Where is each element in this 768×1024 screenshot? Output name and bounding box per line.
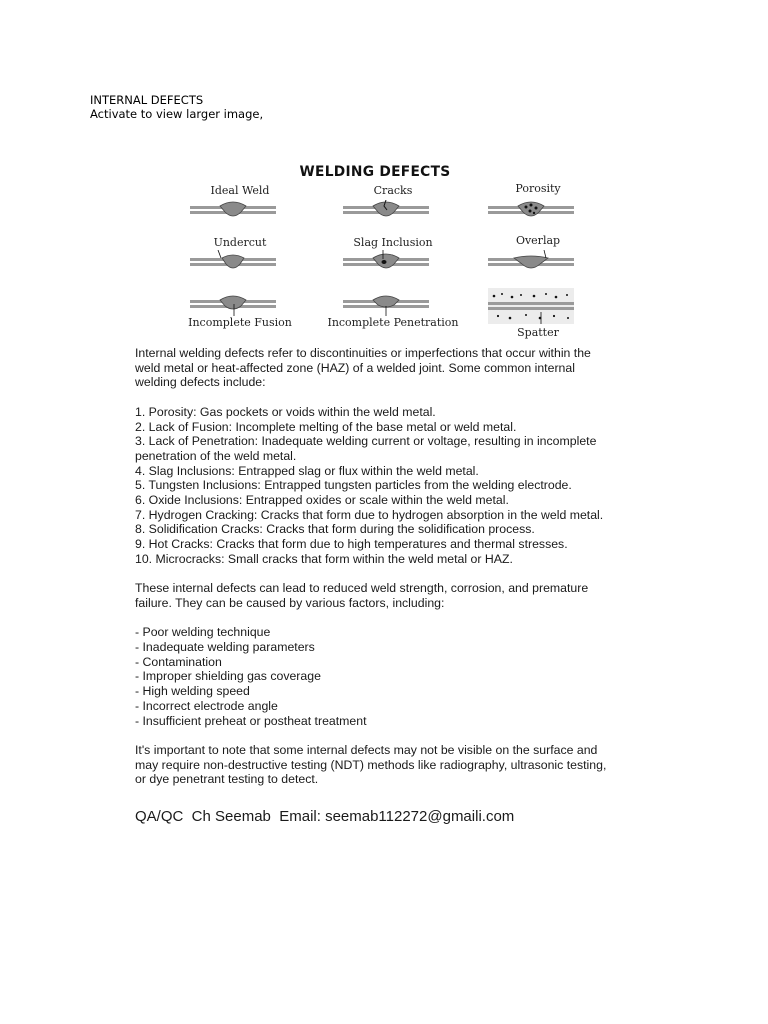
list-item: - High welding speed <box>135 684 250 699</box>
spatter-diagram <box>488 288 588 338</box>
undercut-icon <box>190 250 276 276</box>
incomplete-fusion-diagram <box>190 294 290 344</box>
slag-inclusion-diagram <box>343 236 443 286</box>
spatter-icon <box>488 288 574 324</box>
consequence-line: These internal defects can lead to reduced weld strength, corrosion, and premature <box>135 581 589 596</box>
incomplete-penetration-icon <box>343 294 429 318</box>
intro-line: welding defects include: <box>135 375 266 390</box>
figure-title: WELDING DEFECTS <box>299 164 451 180</box>
consequence-line: failure. They can be caused by various factors, including: <box>135 595 445 610</box>
cracks-icon <box>343 200 429 224</box>
slag-inclusion-label: Slag Inclusion <box>353 236 433 249</box>
list-item: - Contamination <box>135 654 222 669</box>
overlap-icon <box>488 250 574 278</box>
ideal-weld-diagram <box>190 184 290 234</box>
slag-inclusion-icon <box>343 250 429 276</box>
list-item: - Incorrect electrode angle <box>135 698 278 713</box>
intro-paragraph <box>135 346 635 390</box>
document-header <box>90 93 263 121</box>
list-item: - Poor welding technique <box>135 625 271 640</box>
list-item: penetration of the weld metal. <box>135 448 297 463</box>
list-item: - Improper shielding gas coverage <box>135 669 321 684</box>
list-item: 8. Solidification Cracks: Cracks that form during the solidification process. <box>135 522 535 537</box>
incomplete-fusion-label: Incomplete Fusion <box>188 316 292 329</box>
overlap-diagram <box>488 234 588 284</box>
list-item: 6. Oxide Inclusions: Entrapped oxides or scale within the weld metal. <box>135 493 509 508</box>
porosity-label: Porosity <box>515 182 561 195</box>
consequence-paragraph <box>135 581 635 610</box>
note-paragraph <box>135 743 635 787</box>
list-item: 7. Hydrogen Cracking: Cracks that form due to hydrogen absorption in the weld metal. <box>135 507 604 522</box>
causes-list <box>135 625 635 728</box>
list-item: 9. Hot Cracks: Cracks that form due to high temperatures and thermal stresses. <box>135 537 568 552</box>
note-line: may require non-destructive testing (NDT) methods like radiography, ultrasonic testing, <box>135 757 607 772</box>
list-item: 1. Porosity: Gas pockets or voids within the weld metal. <box>135 404 436 419</box>
defects-list <box>135 405 635 567</box>
porosity-icon <box>488 198 574 224</box>
note-line: It's important to note that some internal defects may not be visible on the surface and <box>135 742 598 757</box>
incomplete-fusion-icon <box>190 294 276 318</box>
porosity-diagram <box>488 182 588 232</box>
incomplete-penetration-diagram <box>327 294 459 344</box>
list-item: 3. Lack of Penetration: Inadequate welding current or voltage, resulting in incomplete <box>135 434 597 449</box>
contact-line: QA/QC Ch Seemab Email: seemab112272@gmaili.com <box>135 808 515 825</box>
ideal-weld-icon <box>190 200 276 224</box>
note-line: or dye penetrant testing to detect. <box>135 772 319 787</box>
list-item: 5. Tungsten Inclusions: Entrapped tungsten particles from the welding electrode. <box>135 478 572 493</box>
list-item: - Inadequate welding parameters <box>135 640 315 655</box>
list-item: 2. Lack of Fusion: Incomplete melting of the base metal or weld metal. <box>135 419 517 434</box>
undercut-label: Undercut <box>213 236 267 249</box>
welding-defects-figure[interactable] <box>170 160 590 348</box>
document-title: INTERNAL DEFECTS <box>90 93 204 107</box>
undercut-diagram <box>190 236 290 286</box>
intro-line: Internal welding defects refer to discontinuities or imperfections that occur within the <box>135 346 591 360</box>
cracks-diagram <box>343 184 443 234</box>
list-item: - Insufficient preheat or postheat treatment <box>135 713 367 728</box>
document-body <box>135 346 635 787</box>
incomplete-penetration-label: Incomplete Penetration <box>327 316 459 329</box>
list-item: 10. Microcracks: Small cracks that form within the weld metal or HAZ. <box>135 551 513 566</box>
ideal-weld-label: Ideal Weld <box>210 184 270 197</box>
spatter-label: Spatter <box>517 326 559 339</box>
image-caption-link[interactable]: Activate to view larger image, <box>90 107 264 121</box>
intro-line: weld metal or heat-affected zone (HAZ) of a welded joint. Some common internal <box>135 360 575 375</box>
overlap-label: Overlap <box>515 234 561 247</box>
list-item: 4. Slag Inclusions: Entrapped slag or flux within the weld metal. <box>135 463 479 478</box>
cracks-label: Cracks <box>373 184 413 197</box>
